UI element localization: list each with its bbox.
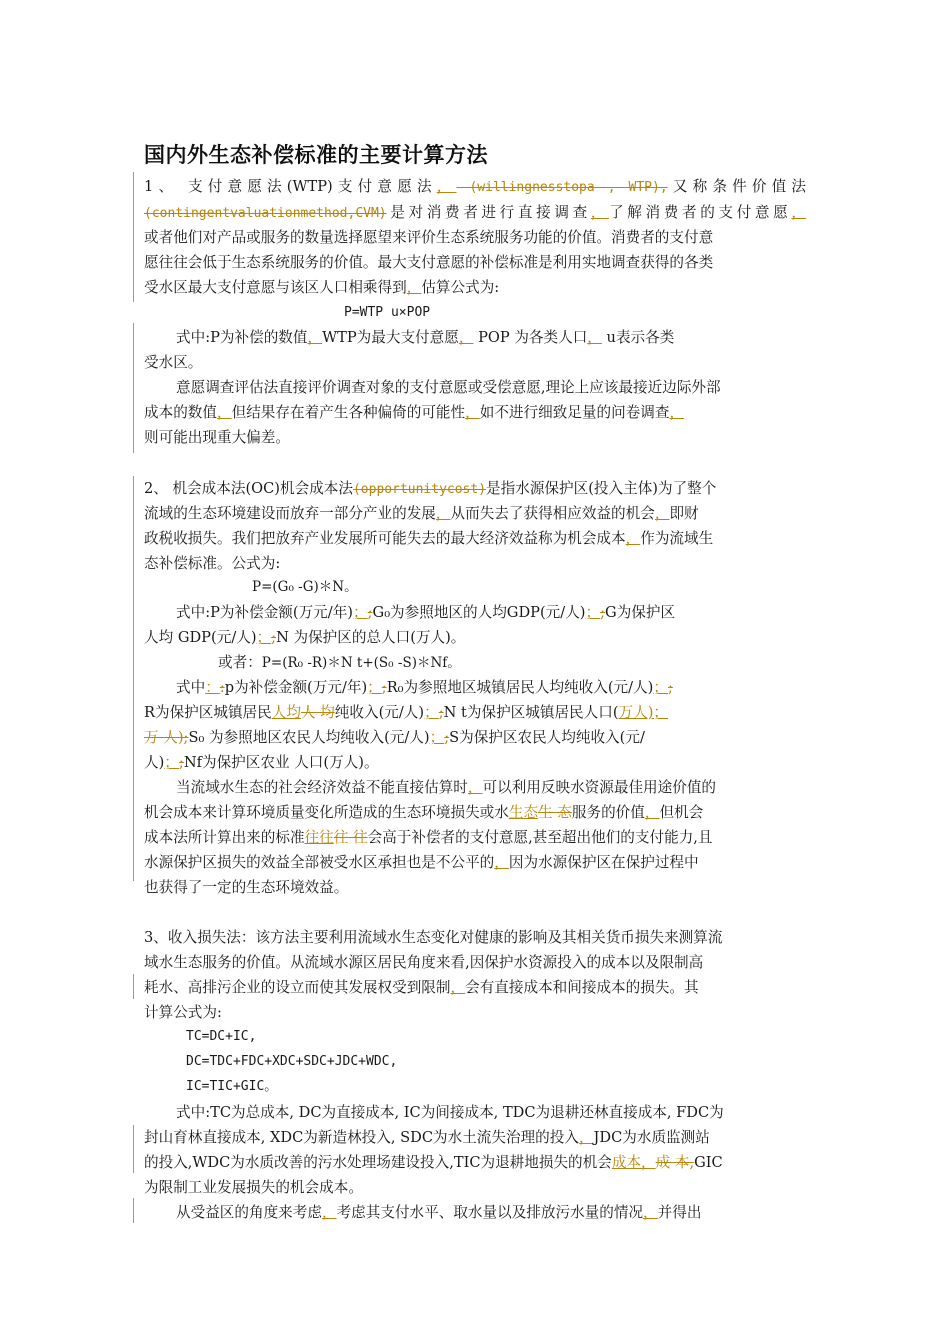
change-bar <box>133 1125 134 1173</box>
s3-formula-1: TC=DC+IC, <box>186 1029 257 1044</box>
s2-line-16: 水源保护区损失的效益全部被受水区承担也是不公平的，因为水源保护区在保护过程中 <box>144 854 699 871</box>
s2-line-17: 也获得了一定的生态环境效益。 <box>144 879 349 896</box>
s3-line-1: 3、收入损失法：该方法主要利用流域水生态变化对健康的影响及其相关货币损失来测算流 <box>144 929 723 946</box>
s3-line-12: 从受益区的角度来考虑，考虑其支付水平、取水量以及排放污水量的情况，并得出 <box>176 1204 702 1221</box>
change-bar <box>133 1198 134 1223</box>
document-title: 国内外生态补偿标准的主要计算方法 <box>144 143 488 167</box>
s2-line-6: 式中:P为补偿金额(万元/年)；;G₀为参照地区的人均GDP(元/人)；;G为保护区 <box>176 604 676 621</box>
s1-line-1: 1、 支付意愿法(WTP)支付意愿法， (willingnesstopa , WTP),又称条件价值法 <box>144 178 806 195</box>
s1-line-11: 则可能出现重大偏差。 <box>144 429 290 446</box>
s3-line-4: 计算公式为: <box>144 1004 222 1021</box>
s2-line-15: 成本法所计算出来的标准往往往 往会高于补偿者的支付意愿,甚至超出他们的支付能力,且 <box>144 829 713 846</box>
change-bar <box>133 476 134 881</box>
s3-line-3: 耗水、高排污企业的设立而使其发展权受到限制，会有直接成本和间接成本的损失。其 <box>144 979 699 996</box>
s1-line-9: 意愿调查评估法直接评价调查对象的支付意愿或受偿意愿,理论上应该最接近边际外部 <box>176 379 721 396</box>
s2-line-3: 政税收损失。我们把放弃产业发展所可能失去的最大经济效益称为机会成本，作为流域生 <box>144 530 714 547</box>
s1-line-4: 愿往往会低于生态系统服务的价值。最大支付意愿的补偿标准是利用实地调查获得的各类 <box>144 254 714 271</box>
s2-line-2: 流域的生态环境建设而放弃一部分产业的发展，从而失去了获得相应效益的机会，即财 <box>144 505 699 522</box>
change-bar <box>133 323 134 453</box>
s3-formula-3: IC=TIC+GIC。 <box>186 1079 278 1094</box>
s3-line-8: 式中:TC为总成本, DC为直接成本, IC为间接成本, TDC为退耕还林直接成本, FDC为 <box>176 1104 724 1121</box>
s1-line-3: 或者他们对产品或服务的数量选择愿望来评价生态系统服务功能的价值。消费者的支付意 <box>144 229 714 246</box>
s3-line-2: 域水生态服务的价值。从流域水源区居民角度来看,因保护水资源投入的成本以及限制高 <box>144 954 704 971</box>
s1-line-10: 成本的数值，但结果存在着产生各种偏倚的可能性，如不进行细致足量的问卷调查， <box>144 404 685 421</box>
s2-line-12: 人)；;Nf为保护区农业 人口(万人)。 <box>144 754 379 771</box>
s2-line-9: 式中：:p为补偿金额(万元/年)；;R₀为参照地区城镇居民人均纯收入(元/人)；; <box>176 679 673 696</box>
s3-line-11: 为限制工业发展损失的机会成本。 <box>144 1179 363 1196</box>
s3-line-9: 封山育林直接成本, XDC为新造林投入, SDC为水土流失治理的投入，JDC为水质监测站 <box>144 1129 710 1146</box>
s2-line-1: 2、 机会成本法(OC)机会成本法(opportunitycost)是指水源保护区(投入主体)为了整个 <box>144 480 717 497</box>
s1-line-8: 受水区。 <box>144 354 203 371</box>
s2-line-14: 机会成本来计算环境质量变化所造成的生态环境损失或水生态生 态服务的价值，但机会 <box>144 804 704 821</box>
s3-formula-2: DC=TDC+FDC+XDC+SDC+JDC+WDC, <box>186 1054 398 1069</box>
s1-formula: P=WTP u×POP <box>344 305 431 320</box>
s1-line-5: 受水区最大支付意愿与该区人口相乘得到，估算公式为: <box>144 279 500 296</box>
s1-line-7: 式中:P为补偿的数值，WTP为最大支付意愿， POP 为各类人口， u表示各类 <box>176 329 675 346</box>
change-bar <box>133 974 134 999</box>
s2-line-13: 当流域水生态的社会经济效益不能直接估算时，可以利用反映水资源最佳用途价值的 <box>176 779 717 796</box>
s2-line-4: 态补偿标准。公式为: <box>144 555 281 572</box>
change-bar <box>133 172 134 302</box>
s2-formula-1: P=(G₀ -G)＊N。 <box>252 579 358 595</box>
s1-line-2: (contingentvaluationmethod,CVM)是对消费者进行直接调查，了解消费者的支付意愿， <box>144 204 806 221</box>
s2-line-8: 或者：P=(R₀ -R)＊N t+(S₀ -S)＊Nf。 <box>218 654 461 671</box>
s2-line-10: R为保护区城镇居民人均人 均纯收入(元/人)；;N t为保护区城镇居民人口(万人)； <box>144 704 669 721</box>
s3-line-10: 的投入,WDC为水质改善的污水处理场建设投入,TIC为退耕地损失的机会成本，成 本,GIC <box>144 1154 723 1171</box>
s2-line-11: 万 人);S₀ 为参照地区农民人均纯收入(元/人)；;S为保护区农民人均纯收入(元/ <box>144 729 645 746</box>
s2-line-7: 人均 GDP(元/人)；;N 为保护区的总人口(万人)。 <box>144 629 466 646</box>
